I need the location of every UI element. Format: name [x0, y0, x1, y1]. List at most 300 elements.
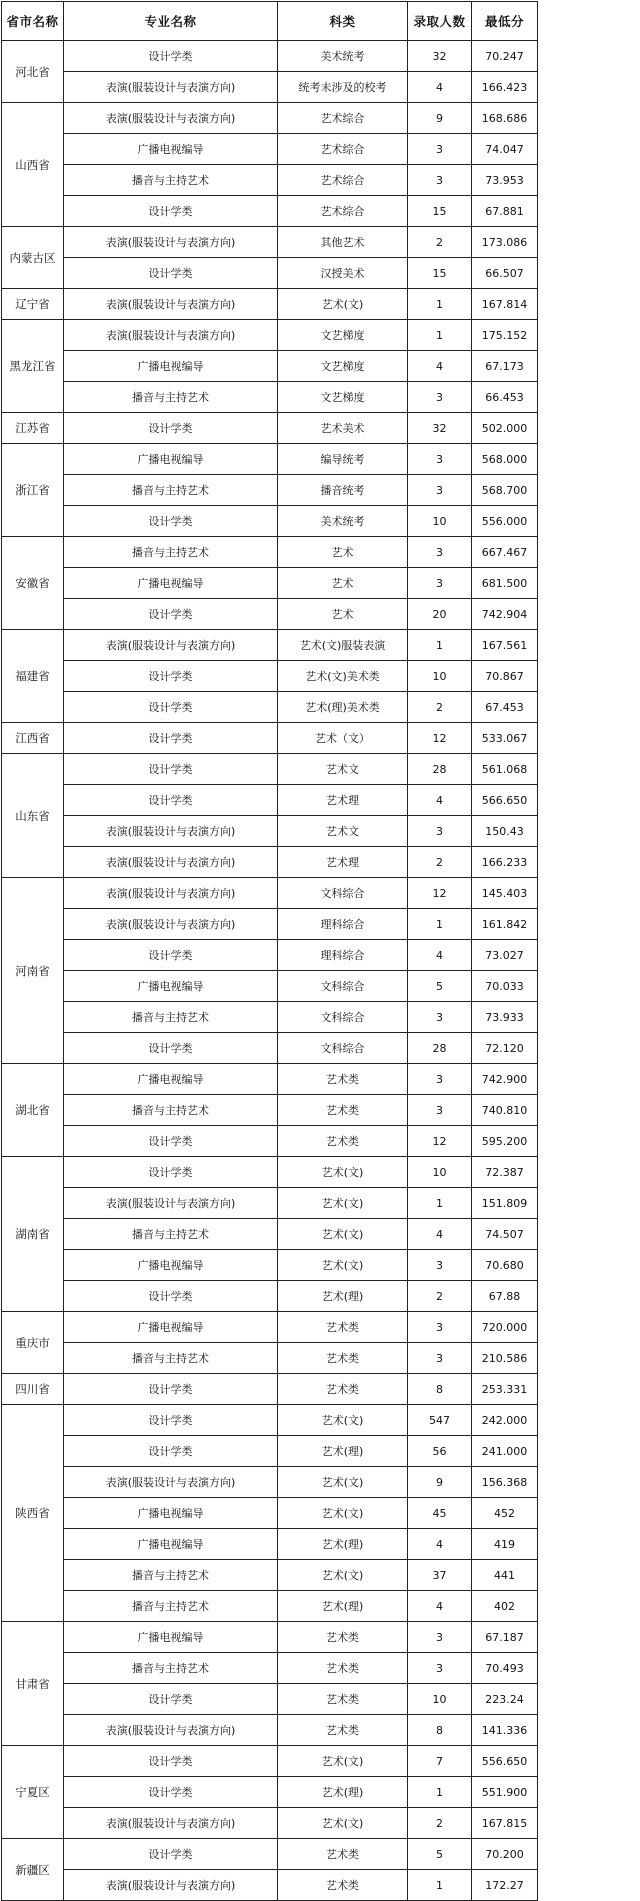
- min-score-cell: 241.000: [472, 1436, 538, 1467]
- admitted-count-cell: 547: [408, 1405, 472, 1436]
- major-cell: 播音与主持艺术: [64, 382, 278, 413]
- major-cell: 表演(服装设计与表演方向): [64, 1870, 278, 1901]
- table-row: [2, 1808, 538, 1839]
- category-cell: 艺术类: [278, 1839, 408, 1870]
- admitted-count-cell: 28: [408, 754, 472, 785]
- min-score-cell: 441: [472, 1560, 538, 1591]
- min-score-cell: 242.000: [472, 1405, 538, 1436]
- min-score-cell: 402: [472, 1591, 538, 1622]
- category-cell: 艺术(文): [278, 289, 408, 320]
- admitted-count-cell: 32: [408, 413, 472, 444]
- admitted-count-cell: 4: [408, 940, 472, 971]
- category-cell: 艺术(文): [278, 1250, 408, 1281]
- min-score-cell: 72.387: [472, 1157, 538, 1188]
- table-row: [2, 1467, 538, 1498]
- major-cell: 广播电视编导: [64, 1312, 278, 1343]
- category-cell: 艺术(文): [278, 1188, 408, 1219]
- major-cell: 设计学类: [64, 785, 278, 816]
- category-cell: 艺术(文): [278, 1560, 408, 1591]
- admitted-count-cell: 28: [408, 1033, 472, 1064]
- category-cell: 艺术（文）: [278, 723, 408, 754]
- category-cell: 美术统考: [278, 506, 408, 537]
- min-score-cell: 568.000: [472, 444, 538, 475]
- min-score-cell: 72.120: [472, 1033, 538, 1064]
- admitted-count-cell: 3: [408, 1622, 472, 1653]
- major-cell: 广播电视编导: [64, 1064, 278, 1095]
- category-cell: 艺术(理): [278, 1777, 408, 1808]
- table-row: [2, 72, 538, 103]
- major-cell: 设计学类: [64, 1777, 278, 1808]
- major-cell: 设计学类: [64, 1684, 278, 1715]
- province-cell: 山东省: [2, 754, 64, 878]
- category-cell: 艺术(理): [278, 1529, 408, 1560]
- major-cell: 广播电视编导: [64, 1250, 278, 1281]
- admitted-count-cell: 3: [408, 1095, 472, 1126]
- min-score-cell: 556.000: [472, 506, 538, 537]
- admitted-count-cell: 1: [408, 630, 472, 661]
- admitted-count-cell: 3: [408, 1312, 472, 1343]
- major-cell: 表演(服装设计与表演方向): [64, 878, 278, 909]
- table-row: [2, 661, 538, 692]
- province-cell: 甘肃省: [2, 1622, 64, 1746]
- min-score-cell: 70.033: [472, 971, 538, 1002]
- category-cell: 文科综合: [278, 1002, 408, 1033]
- admitted-count-cell: 3: [408, 382, 472, 413]
- table-row: [2, 1405, 538, 1436]
- table-row: [2, 1002, 538, 1033]
- major-cell: 广播电视编导: [64, 568, 278, 599]
- table-row: [2, 227, 538, 258]
- min-score-cell: 70.493: [472, 1653, 538, 1684]
- major-cell: 设计学类: [64, 661, 278, 692]
- table-row: [2, 1343, 538, 1374]
- header-major: 专业名称: [64, 2, 278, 41]
- major-cell: 设计学类: [64, 1281, 278, 1312]
- table-row: [2, 816, 538, 847]
- major-cell: 表演(服装设计与表演方向): [64, 1715, 278, 1746]
- table-row: [2, 568, 538, 599]
- category-cell: 文科综合: [278, 878, 408, 909]
- major-cell: 表演(服装设计与表演方向): [64, 1808, 278, 1839]
- table-row: [2, 692, 538, 723]
- province-cell: 浙江省: [2, 444, 64, 537]
- table-row: [2, 599, 538, 630]
- major-cell: 广播电视编导: [64, 134, 278, 165]
- min-score-cell: 167.815: [472, 1808, 538, 1839]
- major-cell: 表演(服装设计与表演方向): [64, 1467, 278, 1498]
- table-row: [2, 909, 538, 940]
- major-cell: 设计学类: [64, 1157, 278, 1188]
- admitted-count-cell: 10: [408, 506, 472, 537]
- category-cell: 文科综合: [278, 971, 408, 1002]
- table-row: [2, 1653, 538, 1684]
- major-cell: 设计学类: [64, 754, 278, 785]
- major-cell: 播音与主持艺术: [64, 1002, 278, 1033]
- major-cell: 表演(服装设计与表演方向): [64, 909, 278, 940]
- table-row: [2, 444, 538, 475]
- major-cell: 广播电视编导: [64, 971, 278, 1002]
- table-row: [2, 382, 538, 413]
- major-cell: 设计学类: [64, 1374, 278, 1405]
- major-cell: 设计学类: [64, 723, 278, 754]
- major-cell: 表演(服装设计与表演方向): [64, 227, 278, 258]
- table-row: [2, 1529, 538, 1560]
- admitted-count-cell: 45: [408, 1498, 472, 1529]
- admitted-count-cell: 3: [408, 816, 472, 847]
- major-cell: 广播电视编导: [64, 444, 278, 475]
- admitted-count-cell: 15: [408, 258, 472, 289]
- admitted-count-cell: 3: [408, 1064, 472, 1095]
- category-cell: 艺术综合: [278, 165, 408, 196]
- category-cell: 文艺梯度: [278, 382, 408, 413]
- table-row: [2, 320, 538, 351]
- admitted-count-cell: 8: [408, 1715, 472, 1746]
- category-cell: 文科综合: [278, 1033, 408, 1064]
- province-cell: 湖南省: [2, 1157, 64, 1312]
- major-cell: 表演(服装设计与表演方向): [64, 103, 278, 134]
- category-cell: 艺术类: [278, 1622, 408, 1653]
- admitted-count-cell: 5: [408, 1839, 472, 1870]
- min-score-cell: 667.467: [472, 537, 538, 568]
- min-score-cell: 551.900: [472, 1777, 538, 1808]
- table-row: [2, 630, 538, 661]
- category-cell: 艺术类: [278, 1343, 408, 1374]
- category-cell: 艺术类: [278, 1684, 408, 1715]
- min-score-cell: 66.453: [472, 382, 538, 413]
- category-cell: 艺术理: [278, 847, 408, 878]
- major-cell: 播音与主持艺术: [64, 165, 278, 196]
- major-cell: 播音与主持艺术: [64, 537, 278, 568]
- min-score-cell: 595.200: [472, 1126, 538, 1157]
- table-row: [2, 785, 538, 816]
- min-score-cell: 70.680: [472, 1250, 538, 1281]
- major-cell: 播音与主持艺术: [64, 1343, 278, 1374]
- admitted-count-cell: 56: [408, 1436, 472, 1467]
- admitted-count-cell: 3: [408, 165, 472, 196]
- table-row: [2, 1560, 538, 1591]
- category-cell: 理科综合: [278, 940, 408, 971]
- major-cell: 播音与主持艺术: [64, 1219, 278, 1250]
- table-row: [2, 754, 538, 785]
- table-row: [2, 1436, 538, 1467]
- admitted-count-cell: 8: [408, 1374, 472, 1405]
- admitted-count-cell: 3: [408, 134, 472, 165]
- min-score-cell: 452: [472, 1498, 538, 1529]
- table-row: [2, 971, 538, 1002]
- table-row: [2, 1312, 538, 1343]
- province-cell: 安徽省: [2, 537, 64, 630]
- province-cell: 江苏省: [2, 413, 64, 444]
- major-cell: 广播电视编导: [64, 1622, 278, 1653]
- category-cell: 艺术(文)服装表演: [278, 630, 408, 661]
- min-score-cell: 145.403: [472, 878, 538, 909]
- min-score-cell: 173.086: [472, 227, 538, 258]
- table-row: [2, 506, 538, 537]
- major-cell: 播音与主持艺术: [64, 475, 278, 506]
- admitted-count-cell: 4: [408, 72, 472, 103]
- category-cell: 艺术类: [278, 1312, 408, 1343]
- table-row: [2, 1746, 538, 1777]
- table-row: [2, 940, 538, 971]
- table-row: [2, 1374, 538, 1405]
- province-cell: 新疆区: [2, 1839, 64, 1901]
- min-score-cell: 742.900: [472, 1064, 538, 1095]
- category-cell: 艺术(文)美术类: [278, 661, 408, 692]
- major-cell: 设计学类: [64, 258, 278, 289]
- admitted-count-cell: 3: [408, 537, 472, 568]
- table-row: [2, 134, 538, 165]
- header-min-score: 最低分: [472, 2, 538, 41]
- province-cell: 重庆市: [2, 1312, 64, 1374]
- admitted-count-cell: 3: [408, 1002, 472, 1033]
- category-cell: 艺术综合: [278, 196, 408, 227]
- min-score-cell: 151.809: [472, 1188, 538, 1219]
- table-body: [2, 41, 538, 1901]
- table-row: [2, 289, 538, 320]
- min-score-cell: 167.561: [472, 630, 538, 661]
- min-score-cell: 502.000: [472, 413, 538, 444]
- admitted-count-cell: 4: [408, 785, 472, 816]
- admitted-count-cell: 3: [408, 1343, 472, 1374]
- major-cell: 表演(服装设计与表演方向): [64, 289, 278, 320]
- table-row: [2, 1591, 538, 1622]
- min-score-cell: 419: [472, 1529, 538, 1560]
- major-cell: 表演(服装设计与表演方向): [64, 320, 278, 351]
- category-cell: 汉授美术: [278, 258, 408, 289]
- table-row: [2, 41, 538, 72]
- category-cell: 美术统考: [278, 41, 408, 72]
- major-cell: 表演(服装设计与表演方向): [64, 72, 278, 103]
- admitted-count-cell: 32: [408, 41, 472, 72]
- admitted-count-cell: 10: [408, 1157, 472, 1188]
- admitted-count-cell: 9: [408, 1467, 472, 1498]
- min-score-cell: 533.067: [472, 723, 538, 754]
- major-cell: 设计学类: [64, 1033, 278, 1064]
- category-cell: 艺术类: [278, 1095, 408, 1126]
- min-score-cell: 681.500: [472, 568, 538, 599]
- province-cell: 宁夏区: [2, 1746, 64, 1839]
- category-cell: 艺术: [278, 599, 408, 630]
- major-cell: 播音与主持艺术: [64, 1095, 278, 1126]
- admitted-count-cell: 7: [408, 1746, 472, 1777]
- header-row: [2, 2, 538, 41]
- province-cell: 内蒙古区: [2, 227, 64, 289]
- min-score-cell: 740.810: [472, 1095, 538, 1126]
- major-cell: 设计学类: [64, 599, 278, 630]
- major-cell: 播音与主持艺术: [64, 1591, 278, 1622]
- min-score-cell: 161.842: [472, 909, 538, 940]
- min-score-cell: 561.068: [472, 754, 538, 785]
- major-cell: 设计学类: [64, 1436, 278, 1467]
- table-row: [2, 1033, 538, 1064]
- admitted-count-cell: 1: [408, 1870, 472, 1901]
- table-row: [2, 351, 538, 382]
- category-cell: 艺术(文): [278, 1157, 408, 1188]
- category-cell: 艺术(文): [278, 1746, 408, 1777]
- major-cell: 播音与主持艺术: [64, 1560, 278, 1591]
- province-cell: 湖北省: [2, 1064, 64, 1157]
- min-score-cell: 175.152: [472, 320, 538, 351]
- min-score-cell: 70.247: [472, 41, 538, 72]
- category-cell: 艺术(文): [278, 1405, 408, 1436]
- province-cell: 陕西省: [2, 1405, 64, 1622]
- min-score-cell: 66.507: [472, 258, 538, 289]
- min-score-cell: 166.233: [472, 847, 538, 878]
- major-cell: 广播电视编导: [64, 1498, 278, 1529]
- admitted-count-cell: 3: [408, 1250, 472, 1281]
- major-cell: 设计学类: [64, 1126, 278, 1157]
- min-score-cell: 67.173: [472, 351, 538, 382]
- province-cell: 河北省: [2, 41, 64, 103]
- category-cell: 艺术美术: [278, 413, 408, 444]
- major-cell: 广播电视编导: [64, 351, 278, 382]
- admitted-count-cell: 12: [408, 723, 472, 754]
- table-row: [2, 1250, 538, 1281]
- table-row: [2, 1219, 538, 1250]
- table-row: [2, 103, 538, 134]
- admitted-count-cell: 2: [408, 1281, 472, 1312]
- table-row: [2, 1622, 538, 1653]
- min-score-cell: 73.953: [472, 165, 538, 196]
- admitted-count-cell: 4: [408, 1219, 472, 1250]
- table-row: [2, 537, 538, 568]
- min-score-cell: 73.933: [472, 1002, 538, 1033]
- min-score-cell: 566.650: [472, 785, 538, 816]
- category-cell: 艺术(理): [278, 1281, 408, 1312]
- admitted-count-cell: 12: [408, 1126, 472, 1157]
- admitted-count-cell: 4: [408, 351, 472, 382]
- major-cell: 表演(服装设计与表演方向): [64, 816, 278, 847]
- major-cell: 设计学类: [64, 413, 278, 444]
- major-cell: 设计学类: [64, 506, 278, 537]
- header-category: 科类: [278, 2, 408, 41]
- header-province: 省市名称: [2, 2, 64, 41]
- admitted-count-cell: 3: [408, 1653, 472, 1684]
- category-cell: 编导统考: [278, 444, 408, 475]
- table-row: [2, 1281, 538, 1312]
- table-row: [2, 475, 538, 506]
- table-row: [2, 878, 538, 909]
- province-cell: 四川省: [2, 1374, 64, 1405]
- admitted-count-cell: 4: [408, 1529, 472, 1560]
- table-row: [2, 1095, 538, 1126]
- admitted-count-cell: 1: [408, 1188, 472, 1219]
- table-row: [2, 413, 538, 444]
- category-cell: 艺术(理): [278, 1591, 408, 1622]
- category-cell: 艺术类: [278, 1064, 408, 1095]
- table-row: [2, 1126, 538, 1157]
- category-cell: 艺术文: [278, 816, 408, 847]
- min-score-cell: 223.24: [472, 1684, 538, 1715]
- min-score-cell: 556.650: [472, 1746, 538, 1777]
- category-cell: 艺术: [278, 568, 408, 599]
- table-row: [2, 196, 538, 227]
- admitted-count-cell: 15: [408, 196, 472, 227]
- table-row: [2, 1157, 538, 1188]
- category-cell: 艺术综合: [278, 103, 408, 134]
- admitted-count-cell: 37: [408, 1560, 472, 1591]
- min-score-cell: 67.453: [472, 692, 538, 723]
- min-score-cell: 168.686: [472, 103, 538, 134]
- table-row: [2, 1839, 538, 1870]
- min-score-cell: 70.867: [472, 661, 538, 692]
- min-score-cell: 70.200: [472, 1839, 538, 1870]
- min-score-cell: 150.43: [472, 816, 538, 847]
- major-cell: 设计学类: [64, 940, 278, 971]
- table-row: [2, 847, 538, 878]
- min-score-cell: 172.27: [472, 1870, 538, 1901]
- major-cell: 设计学类: [64, 1405, 278, 1436]
- major-cell: 广播电视编导: [64, 1529, 278, 1560]
- admitted-count-cell: 20: [408, 599, 472, 630]
- table-row: [2, 1498, 538, 1529]
- major-cell: 设计学类: [64, 1746, 278, 1777]
- major-cell: 表演(服装设计与表演方向): [64, 630, 278, 661]
- major-cell: 表演(服装设计与表演方向): [64, 1188, 278, 1219]
- min-score-cell: 73.027: [472, 940, 538, 971]
- major-cell: 表演(服装设计与表演方向): [64, 847, 278, 878]
- min-score-cell: 74.047: [472, 134, 538, 165]
- category-cell: 播音统考: [278, 475, 408, 506]
- table-row: [2, 165, 538, 196]
- category-cell: 理科综合: [278, 909, 408, 940]
- table-row: [2, 1715, 538, 1746]
- category-cell: 文艺梯度: [278, 351, 408, 382]
- admitted-count-cell: 5: [408, 971, 472, 1002]
- category-cell: 艺术类: [278, 1653, 408, 1684]
- min-score-cell: 74.507: [472, 1219, 538, 1250]
- admitted-count-cell: 3: [408, 475, 472, 506]
- category-cell: 艺术类: [278, 1870, 408, 1901]
- category-cell: 艺术类: [278, 1374, 408, 1405]
- table-row: [2, 1684, 538, 1715]
- admitted-count-cell: 2: [408, 847, 472, 878]
- major-cell: 设计学类: [64, 196, 278, 227]
- min-score-cell: 742.904: [472, 599, 538, 630]
- province-cell: 江西省: [2, 723, 64, 754]
- min-score-cell: 166.423: [472, 72, 538, 103]
- province-cell: 福建省: [2, 630, 64, 723]
- table-row: [2, 723, 538, 754]
- min-score-cell: 67.881: [472, 196, 538, 227]
- major-cell: 播音与主持艺术: [64, 1653, 278, 1684]
- category-cell: 艺术(理): [278, 1436, 408, 1467]
- min-score-cell: 156.368: [472, 1467, 538, 1498]
- min-score-cell: 210.586: [472, 1343, 538, 1374]
- min-score-cell: 67.187: [472, 1622, 538, 1653]
- category-cell: 统考未涉及的校考: [278, 72, 408, 103]
- admitted-count-cell: 1: [408, 909, 472, 940]
- major-cell: 设计学类: [64, 1839, 278, 1870]
- province-cell: 黑龙江省: [2, 320, 64, 413]
- category-cell: 艺术(理)美术类: [278, 692, 408, 723]
- header-admitted-count: 录取人数: [408, 2, 472, 41]
- category-cell: 艺术: [278, 537, 408, 568]
- admitted-count-cell: 10: [408, 1684, 472, 1715]
- major-cell: 设计学类: [64, 41, 278, 72]
- category-cell: 艺术(文): [278, 1498, 408, 1529]
- min-score-cell: 167.814: [472, 289, 538, 320]
- admitted-count-cell: 10: [408, 661, 472, 692]
- category-cell: 艺术理: [278, 785, 408, 816]
- category-cell: 艺术文: [278, 754, 408, 785]
- table-row: [2, 258, 538, 289]
- category-cell: 文艺梯度: [278, 320, 408, 351]
- province-cell: 山西省: [2, 103, 64, 227]
- min-score-cell: 141.336: [472, 1715, 538, 1746]
- admitted-count-cell: 9: [408, 103, 472, 134]
- min-score-cell: 253.331: [472, 1374, 538, 1405]
